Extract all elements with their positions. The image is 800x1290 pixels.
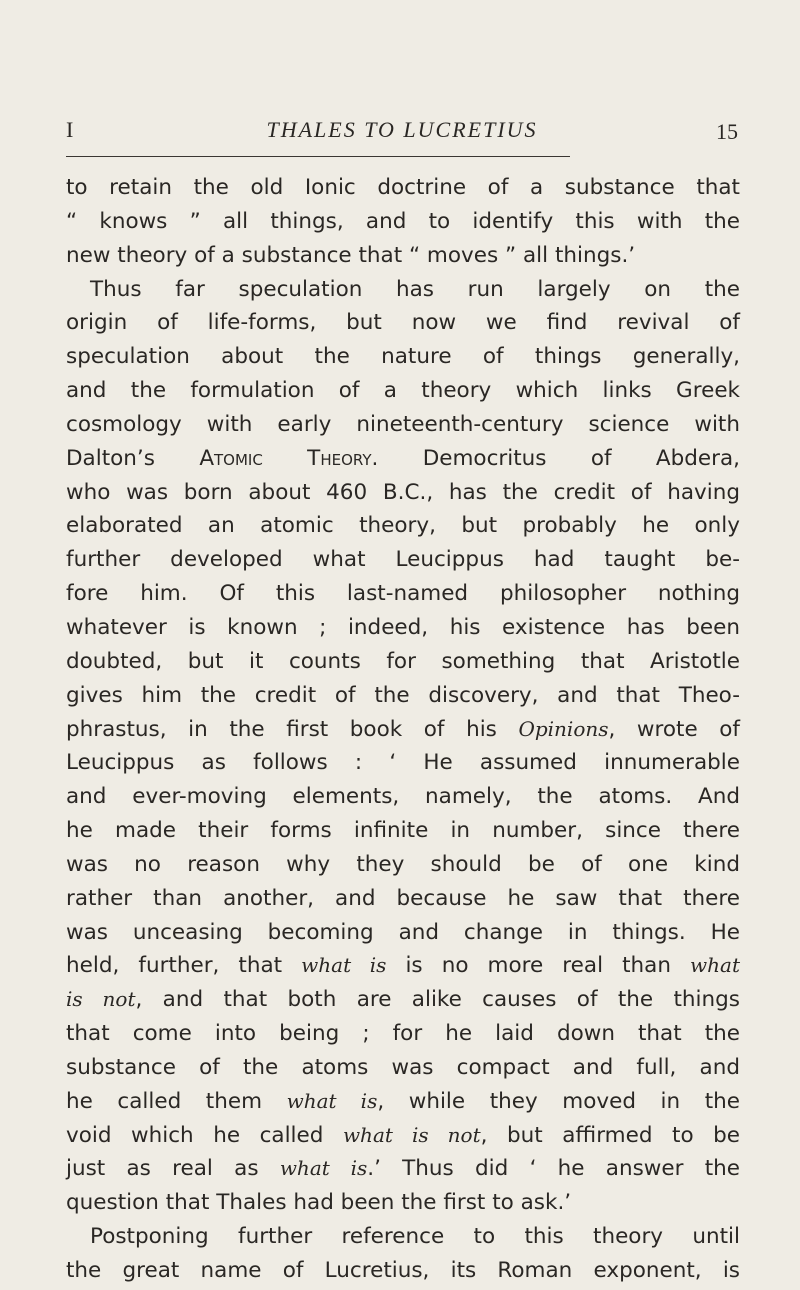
italic-text: what is bbox=[301, 953, 387, 978]
text-run: was unceasing becoming and change in things. He bbox=[66, 919, 740, 945]
header-rule bbox=[66, 156, 570, 157]
text-line bbox=[66, 814, 740, 848]
text-line bbox=[66, 476, 740, 510]
italic-text: what is bbox=[279, 1156, 368, 1181]
text-run: is no more real than bbox=[386, 953, 691, 979]
text-line bbox=[66, 273, 740, 307]
page-number: 15 bbox=[716, 119, 738, 144]
italic-text: what bbox=[690, 953, 741, 978]
text-run: held, further, that bbox=[66, 953, 302, 979]
text-line bbox=[66, 543, 740, 577]
text-line bbox=[66, 645, 740, 679]
text-run: rather than another, and because he saw that there bbox=[66, 885, 740, 911]
text-run: , wrote of bbox=[608, 716, 740, 742]
text-run: whatever is known ; indeed, his existence has been bbox=[66, 614, 740, 640]
text-run: further developed what Leucippus had taught be- bbox=[66, 547, 740, 573]
text-line bbox=[66, 1085, 740, 1119]
text-run: cosmology with early nineteenth-century science with bbox=[66, 411, 740, 437]
text-line bbox=[66, 408, 740, 442]
text-run: phrastus, in the first book of his bbox=[66, 716, 519, 742]
text-line bbox=[66, 306, 740, 340]
text-run: void which he called bbox=[66, 1122, 343, 1148]
text-line bbox=[66, 239, 740, 273]
text-run: Thus far speculation has run largely on the bbox=[90, 276, 740, 302]
italic-text: Opinions bbox=[518, 716, 609, 741]
text-line bbox=[66, 916, 740, 950]
text-run: , while they moved in the bbox=[377, 1088, 741, 1114]
running-header bbox=[66, 117, 738, 147]
text-run: fore him. Of this last-named philosopher nothing bbox=[66, 581, 740, 607]
small-caps-text: Atomic Theory bbox=[199, 445, 372, 471]
italic-text: is not bbox=[66, 987, 136, 1012]
text-line bbox=[66, 679, 740, 713]
text-line bbox=[66, 442, 740, 476]
text-run: .’ Thus did ‘ he answer the bbox=[367, 1156, 740, 1182]
text-run: Dalton’s bbox=[66, 445, 200, 471]
text-run: doubted, but it counts for something that Aristotle bbox=[66, 648, 740, 674]
text-line bbox=[66, 780, 740, 814]
text-run: speculation about the nature of things generally, bbox=[66, 344, 740, 370]
text-run: elaborated an atomic theory, but probably he only bbox=[66, 513, 740, 539]
text-line bbox=[66, 1017, 740, 1051]
text-line bbox=[66, 1152, 740, 1186]
text-run: who was born about 460 B.C., has the credit of having bbox=[66, 479, 740, 505]
text-run: he made their forms infinite in number, since there bbox=[66, 818, 740, 844]
text-line bbox=[66, 205, 740, 239]
text-run: , but affirmed to be bbox=[480, 1122, 741, 1148]
text-run: and the formulation of a theory which links Greek bbox=[66, 378, 740, 404]
chapter-number: I bbox=[66, 117, 74, 142]
text-run: he called them bbox=[66, 1088, 287, 1114]
text-run: and ever-moving elements, namely, the atoms. And bbox=[66, 784, 740, 810]
running-title: THALES TO LUCRETIUS bbox=[266, 117, 538, 142]
text-line bbox=[66, 1186, 740, 1220]
text-run: that come into being ; for he laid down that the bbox=[66, 1021, 740, 1047]
text-run: “ knows ” all things, and to identify this with the bbox=[66, 208, 740, 234]
text-run: Leucippus as follows : ‘ He assumed innumerable bbox=[66, 750, 740, 776]
italic-text: what is bbox=[286, 1088, 378, 1113]
text-line bbox=[66, 611, 740, 645]
text-run: the great name of Lucretius, its Roman exponent, is bbox=[66, 1258, 740, 1283]
italic-text: what is not bbox=[342, 1122, 481, 1147]
text-run: origin of life-forms, but now we find revival of bbox=[66, 310, 740, 336]
text-run: new theory of a substance that “ moves ” all things.’ bbox=[66, 242, 636, 268]
text-line bbox=[66, 713, 740, 747]
text-line bbox=[66, 949, 740, 983]
text-line bbox=[66, 374, 740, 408]
body-text bbox=[66, 171, 740, 1288]
text-line bbox=[66, 746, 740, 780]
text-run: to retain the old Ionic doctrine of a substance that bbox=[66, 175, 740, 200]
text-run: question that Thales had been the first to ask.’ bbox=[66, 1190, 572, 1216]
text-line bbox=[66, 1220, 740, 1254]
text-line bbox=[66, 577, 740, 611]
text-line bbox=[66, 509, 740, 543]
text-line bbox=[66, 1119, 740, 1153]
text-run: substance of the atoms was compact and full, and bbox=[66, 1054, 740, 1080]
text-run: . Democritus of Abdera, bbox=[371, 445, 740, 471]
text-line bbox=[66, 171, 740, 205]
text-run: , and that both are alike causes of the things bbox=[135, 987, 740, 1013]
text-line bbox=[66, 340, 740, 374]
text-line bbox=[66, 983, 740, 1017]
text-line bbox=[66, 848, 740, 882]
text-line bbox=[66, 1254, 740, 1288]
text-line bbox=[66, 882, 740, 916]
text-run: was no reason why they should be of one kind bbox=[66, 851, 740, 877]
text-run: Postponing further reference to this theory until bbox=[90, 1224, 740, 1250]
text-line bbox=[66, 1051, 740, 1085]
text-run: gives him the credit of the discovery, and that Theo- bbox=[66, 682, 740, 708]
text-run: just as real as bbox=[66, 1156, 280, 1182]
